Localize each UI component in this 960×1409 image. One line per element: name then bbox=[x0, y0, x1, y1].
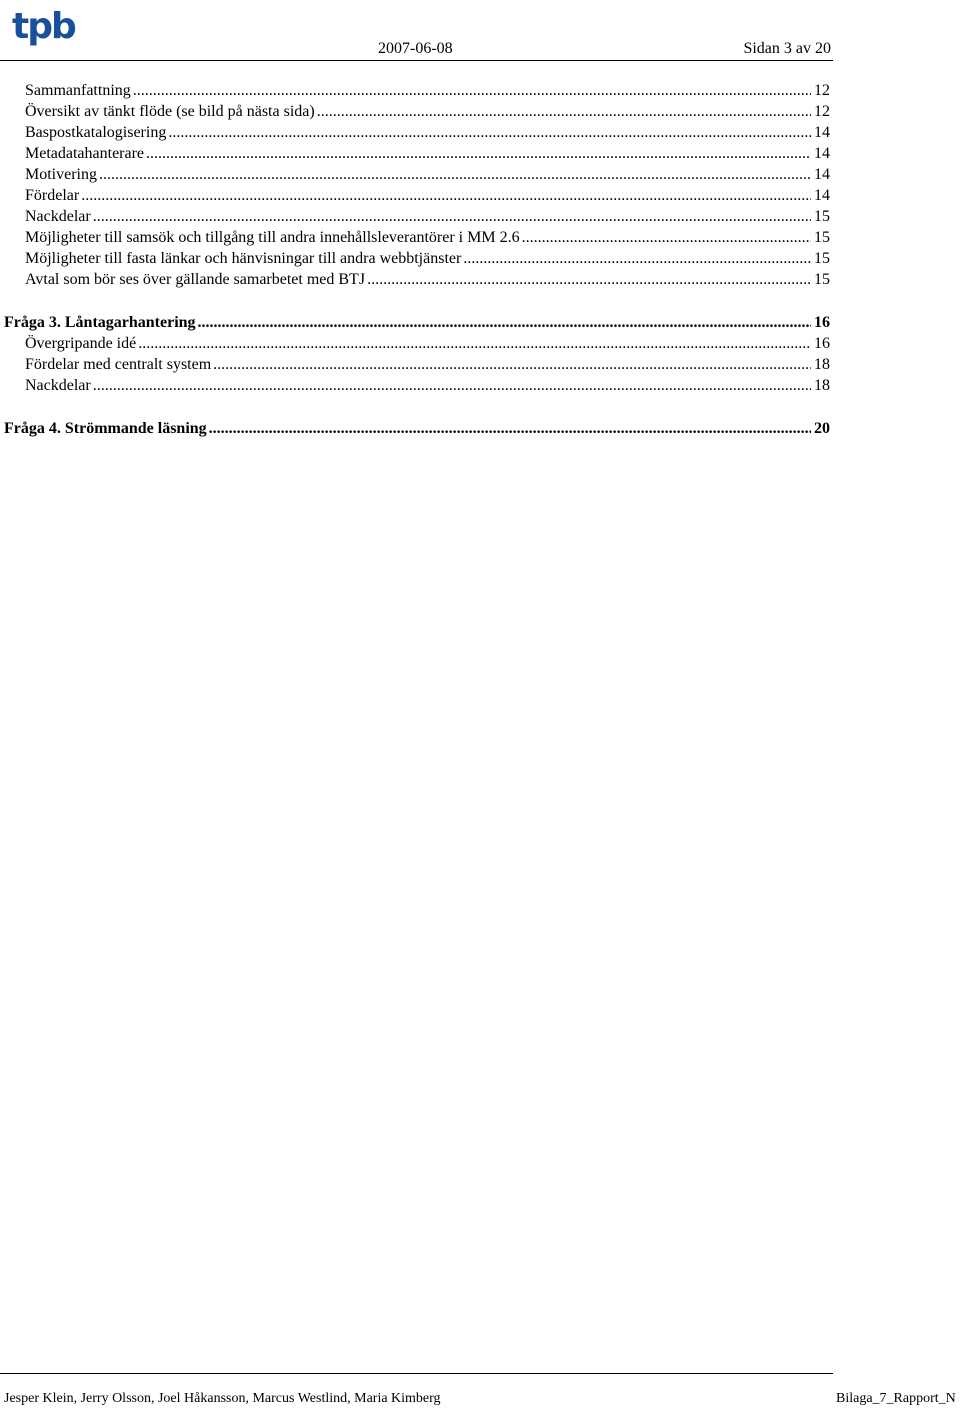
toc-dot-leader bbox=[99, 164, 811, 185]
toc-entry-page: 15 bbox=[814, 250, 830, 267]
tpb-logo-icon bbox=[4, 4, 88, 56]
toc-entry[interactable] bbox=[4, 375, 830, 396]
toc-dot-leader bbox=[93, 206, 811, 227]
toc-entry-title: Motivering bbox=[25, 166, 97, 183]
toc-entry-page: 14 bbox=[814, 145, 830, 162]
toc-entry-page: 16 bbox=[814, 335, 830, 352]
toc-dot-leader bbox=[367, 269, 811, 290]
toc-entry-title: Möjligheter till fasta länkar och hänvisningar till andra webbtjänster bbox=[25, 250, 462, 267]
toc-entry[interactable] bbox=[4, 122, 830, 143]
footer-document-name: Bilaga_7_Rapport_N bbox=[836, 1391, 956, 1406]
toc-entry-page: 14 bbox=[814, 187, 830, 204]
toc-entry-title: Fördelar bbox=[25, 187, 80, 204]
toc-entry-title: Fråga 4. Strömmande läsning bbox=[4, 420, 207, 437]
toc-entry-page: 18 bbox=[814, 377, 830, 394]
toc-entry-title: Översikt av tänkt flöde (se bild på nästa sida) bbox=[25, 103, 315, 120]
toc-dot-leader bbox=[146, 143, 811, 164]
toc-dot-leader bbox=[81, 185, 811, 206]
toc-entry-title: Baspostkatalogisering bbox=[25, 124, 167, 141]
toc-entry[interactable] bbox=[4, 354, 830, 375]
toc-entry-page: 14 bbox=[814, 124, 830, 141]
toc-dot-leader bbox=[463, 248, 811, 269]
toc-entry[interactable] bbox=[4, 269, 830, 290]
toc-entry[interactable] bbox=[4, 418, 830, 439]
toc-entry[interactable] bbox=[4, 164, 830, 185]
toc-entry-title: Nackdelar bbox=[25, 208, 91, 225]
toc-entry-page: 15 bbox=[814, 208, 830, 225]
toc-entry-title: Avtal som bör ses över gällande samarbetet med BTJ bbox=[25, 271, 366, 288]
toc-entry-title: Fördelar med centralt system bbox=[25, 356, 212, 373]
toc-dot-leader bbox=[138, 333, 811, 354]
toc-dot-leader bbox=[209, 418, 811, 439]
toc-dot-leader bbox=[168, 122, 811, 143]
header-page-number: Sidan 3 av 20 bbox=[743, 40, 831, 57]
toc-entry-page: 15 bbox=[814, 271, 830, 288]
toc-entry-page: 12 bbox=[814, 82, 830, 99]
toc-dot-leader bbox=[317, 101, 811, 122]
toc-entry-page: 20 bbox=[814, 420, 830, 437]
toc-entry[interactable] bbox=[4, 101, 830, 122]
toc-entry-title: Metadatahanterare bbox=[25, 145, 145, 162]
toc-entry-page: 12 bbox=[814, 103, 830, 120]
tpb-logo bbox=[4, 4, 88, 56]
toc-dot-leader bbox=[133, 80, 811, 101]
toc-dot-leader bbox=[522, 227, 811, 248]
toc-entry[interactable] bbox=[4, 333, 830, 354]
toc-dot-leader bbox=[93, 375, 811, 396]
toc-entry[interactable] bbox=[4, 185, 830, 206]
toc-entry-title: Övergripande idé bbox=[25, 335, 137, 352]
toc-entry-title: Möjligheter till samsök och tillgång till andra innehållsleverantörer i MM 2.6 bbox=[25, 229, 520, 246]
toc-entry[interactable] bbox=[4, 248, 830, 269]
toc-entry[interactable] bbox=[4, 312, 830, 333]
footer-authors: Jesper Klein, Jerry Olsson, Joel Håkansson, Marcus Westlind, Maria Kimberg bbox=[4, 1391, 441, 1406]
toc-entry-title: Nackdelar bbox=[25, 377, 91, 394]
toc-dot-leader bbox=[213, 354, 811, 375]
toc-entry-page: 18 bbox=[814, 356, 830, 373]
toc-entry[interactable] bbox=[4, 80, 830, 101]
table-of-contents bbox=[4, 80, 830, 439]
toc-entry-title: Fråga 3. Låntagarhantering bbox=[4, 314, 196, 331]
toc-entry-page: 15 bbox=[814, 229, 830, 246]
toc-dot-leader bbox=[198, 312, 811, 333]
toc-entry-page: 14 bbox=[814, 166, 830, 183]
header-date: 2007-06-08 bbox=[378, 40, 453, 57]
toc-entry[interactable] bbox=[4, 206, 830, 227]
toc-entry[interactable] bbox=[4, 143, 830, 164]
toc-entry[interactable] bbox=[4, 227, 830, 248]
svg-text:tpb: tpb bbox=[12, 6, 75, 47]
toc-entry-page: 16 bbox=[814, 314, 830, 331]
header-divider bbox=[0, 60, 833, 61]
toc-entry-title: Sammanfattning bbox=[25, 82, 131, 99]
footer-divider bbox=[0, 1373, 833, 1374]
